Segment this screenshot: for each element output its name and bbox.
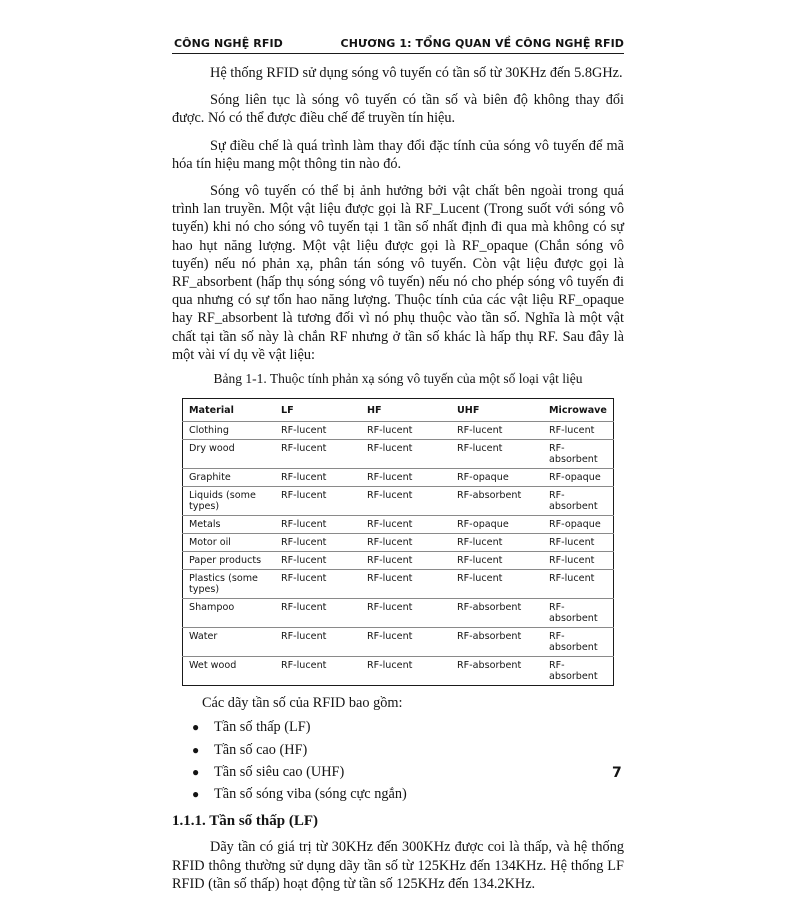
property-cell: RF-lucent bbox=[363, 570, 453, 599]
property-cell: RF-lucent bbox=[363, 657, 453, 686]
paragraph: Sóng vô tuyến có thể bị ảnh hưởng bởi vật chất bên ngoài trong quá trình lan truyền. Một vật liệu được gọi là RF_Lucent (Trong suốt với sóng vô tuyến) khi nó cho sóng vô tuyến tại 1 tần số nhất định đi qua mà không có sự hao hụt năng lượng. Một vật liệu được gọi là RF_opaque (Chắn sóng vô tuyến) nếu nó phản xạ, phân tán sóng vô tuyến. Còn vật liệu được gọi là RF_absorbent (hấp thụ sóng sóng vô tuyến) nếu nó cho phép sóng vô tuyến đi qua nhưng có sự tổn hao năng lượng. Thuộc tính của các vật liệu RF_opaque hay RF_absorbent là tương đối vì nó phụ thuộc vào tần số. Nghĩa là một vật chất tại tần số này là chắn RF nhưng ở tần số khác là hấp thụ RF. Sau đây là một vài ví dụ về vật liệu: bbox=[172, 183, 624, 363]
page-content bbox=[172, 64, 624, 902]
bands-intro: Các dãy tần số của RFID bao gồm: bbox=[202, 695, 403, 712]
property-cell: RF-lucent bbox=[363, 599, 453, 628]
property-cell: RF-lucent bbox=[277, 440, 363, 469]
property-cell: RF-absorbent bbox=[545, 657, 614, 686]
property-cell: RF-lucent bbox=[453, 534, 545, 552]
property-cell: RF-absorbent bbox=[545, 440, 614, 469]
section-paragraph: Dãy tần có giá trị từ 30KHz đến 300KHz được coi là thấp, và hệ thống RFID thông thường sử dụng dãy tần số từ 125KHz đến 134KHz. Hệ thống LF RFID (tần số thấp) hoạt động từ tần số 125KHz đến 134.2KHz. bbox=[172, 839, 624, 892]
page-header bbox=[172, 37, 624, 54]
column-header: LF bbox=[281, 405, 294, 417]
table-row bbox=[183, 570, 614, 599]
list-item bbox=[172, 741, 624, 759]
property-cell: RF-lucent bbox=[277, 534, 363, 552]
property-cell: RF-lucent bbox=[545, 422, 614, 440]
property-cell: RF-lucent bbox=[453, 440, 545, 469]
page-number: 7 bbox=[612, 765, 622, 781]
column-header: Microwave bbox=[549, 405, 607, 417]
material-cell: Wet wood bbox=[183, 657, 278, 686]
table-row bbox=[183, 552, 614, 570]
material-cell: Graphite bbox=[183, 469, 278, 487]
list-item-text: Tần số siêu cao (UHF) bbox=[214, 763, 345, 780]
property-cell: RF-lucent bbox=[277, 487, 363, 516]
table-row bbox=[183, 487, 614, 516]
list-item bbox=[172, 785, 624, 803]
material-cell: Dry wood bbox=[183, 440, 278, 469]
paragraph: Hệ thống RFID sử dụng sóng vô tuyến có tần số từ 30KHz đến 5.8GHz. bbox=[210, 65, 623, 81]
bullet-icon: ● bbox=[192, 742, 200, 757]
property-cell: RF-absorbent bbox=[453, 599, 545, 628]
column-header: HF bbox=[367, 405, 382, 417]
table-row bbox=[183, 534, 614, 552]
property-cell: RF-lucent bbox=[363, 422, 453, 440]
property-cell: RF-absorbent bbox=[545, 599, 614, 628]
material-cell: Shampoo bbox=[183, 599, 278, 628]
table-row bbox=[183, 628, 614, 657]
material-cell: Clothing bbox=[183, 422, 278, 440]
table-row bbox=[183, 657, 614, 686]
property-cell: RF-lucent bbox=[277, 570, 363, 599]
table-row bbox=[183, 599, 614, 628]
property-cell: RF-opaque bbox=[545, 516, 614, 534]
property-cell: RF-lucent bbox=[363, 552, 453, 570]
header-book-title: CÔNG NGHỆ RFID bbox=[174, 37, 283, 50]
material-cell: Motor oil bbox=[183, 534, 278, 552]
paragraph: Sóng liên tục là sóng vô tuyến có tần số và biên độ không thay đổi được. Nó có thể được điều chế để truyền tín hiệu. bbox=[172, 92, 624, 127]
property-cell: RF-opaque bbox=[453, 516, 545, 534]
property-cell: RF-lucent bbox=[363, 628, 453, 657]
property-cell: RF-lucent bbox=[545, 534, 614, 552]
property-cell: RF-lucent bbox=[363, 534, 453, 552]
property-cell: RF-lucent bbox=[453, 570, 545, 599]
bullet-icon: ● bbox=[192, 720, 200, 735]
property-cell: RF-lucent bbox=[277, 657, 363, 686]
table-body bbox=[183, 422, 614, 686]
property-cell: RF-opaque bbox=[545, 469, 614, 487]
column-header: UHF bbox=[457, 405, 480, 417]
material-cell: Paper products bbox=[183, 552, 278, 570]
paragraph: Sự điều chế là quá trình làm thay đổi đặc tính của sóng vô tuyến để mã hóa tín hiệu mang một thông tin nào đó. bbox=[172, 137, 624, 172]
property-cell: RF-lucent bbox=[363, 440, 453, 469]
property-cell: RF-lucent bbox=[545, 570, 614, 599]
table-row bbox=[183, 440, 614, 469]
material-cell: Liquids (some types) bbox=[183, 487, 278, 516]
property-cell: RF-lucent bbox=[277, 422, 363, 440]
list-item-text: Tần số sóng viba (sóng cực ngắn) bbox=[214, 786, 407, 803]
table-row bbox=[183, 469, 614, 487]
property-cell: RF-absorbent bbox=[453, 657, 545, 686]
table-row bbox=[183, 516, 614, 534]
column-header: Material bbox=[189, 405, 234, 417]
list-item-text: Tần số thấp (LF) bbox=[214, 719, 311, 736]
list-item bbox=[172, 763, 624, 781]
property-cell: RF-absorbent bbox=[453, 487, 545, 516]
property-cell: RF-lucent bbox=[277, 469, 363, 487]
property-cell: RF-lucent bbox=[453, 422, 545, 440]
material-properties-table bbox=[182, 398, 614, 686]
property-cell: RF-absorbent bbox=[453, 628, 545, 657]
material-cell: Metals bbox=[183, 516, 278, 534]
property-cell: RF-opaque bbox=[453, 469, 545, 487]
bullet-icon: ● bbox=[192, 764, 200, 779]
property-cell: RF-lucent bbox=[277, 628, 363, 657]
property-cell: RF-lucent bbox=[363, 516, 453, 534]
property-cell: RF-lucent bbox=[277, 599, 363, 628]
material-cell: Water bbox=[183, 628, 278, 657]
property-cell: RF-lucent bbox=[277, 516, 363, 534]
property-cell: RF-absorbent bbox=[545, 628, 614, 657]
list-item bbox=[172, 718, 624, 736]
property-cell: RF-lucent bbox=[277, 552, 363, 570]
property-cell: RF-lucent bbox=[545, 552, 614, 570]
list-item-text: Tần số cao (HF) bbox=[214, 741, 308, 758]
section-heading: 1.1.1. Tần số thấp (LF) bbox=[172, 813, 319, 830]
table-header-row bbox=[183, 399, 614, 422]
property-cell: RF-lucent bbox=[363, 487, 453, 516]
bullet-icon: ● bbox=[192, 787, 200, 802]
property-cell: RF-lucent bbox=[453, 552, 545, 570]
frequency-bands-list bbox=[172, 718, 624, 803]
header-chapter-title: CHƯƠNG 1: TỔNG QUAN VỀ CÔNG NGHỆ RFID bbox=[340, 37, 624, 50]
table-caption: Bảng 1-1. Thuộc tính phản xạ sóng vô tuyến của một số loại vật liệu bbox=[213, 371, 583, 387]
property-cell: RF-absorbent bbox=[545, 487, 614, 516]
table-row bbox=[183, 422, 614, 440]
material-cell: Plastics (some types) bbox=[183, 570, 278, 599]
property-cell: RF-lucent bbox=[363, 469, 453, 487]
